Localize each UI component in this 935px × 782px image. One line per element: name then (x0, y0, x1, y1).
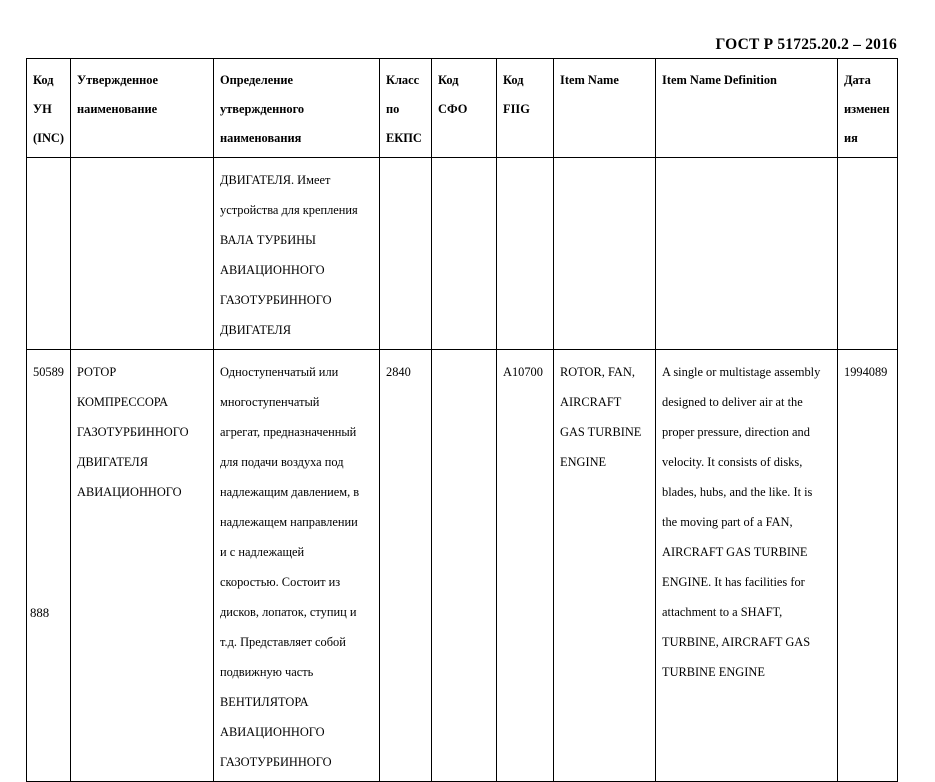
text-line: ROTOR, FAN, (560, 365, 635, 379)
cell-ekps-class (380, 158, 432, 350)
text-line: для подачи воздуха под (220, 455, 344, 469)
text-line: Одноступенчатый или (220, 365, 339, 379)
header-line: УН (33, 102, 52, 116)
text-line: скоростью. Состоит из (220, 575, 341, 589)
header-line: наименование (77, 102, 158, 116)
header-line: Item Name Definition (662, 73, 777, 87)
header-item-name-definition (656, 59, 838, 158)
cell-fiig-code (497, 158, 554, 350)
text-line: КОМПРЕССОРА (77, 395, 169, 409)
text-line: АВИАЦИОННОГО (77, 485, 182, 499)
header-line: изменен (844, 102, 890, 116)
text-line: ДВИГАТЕЛЯ. Имеет (220, 173, 331, 187)
cell-ekps-class: 2840 (380, 350, 432, 782)
cell-item-name-definition (656, 350, 838, 782)
text-line: the moving part of a FAN, (662, 515, 793, 529)
header-line: Определение (220, 73, 294, 87)
text-line: и с надлежащей (220, 545, 305, 559)
header-line: Утвержденное (77, 73, 158, 87)
cell-approved-name (71, 350, 214, 782)
text-line: TURBINE, AIRCRAFT GAS (662, 635, 811, 649)
text-line: designed to deliver air at the (662, 395, 803, 409)
header-line: Код (33, 73, 54, 87)
table-row (27, 350, 898, 782)
text-line: ДВИГАТЕЛЯ (77, 455, 148, 469)
cell-item-name (554, 158, 656, 350)
text-line: АВИАЦИОННОГО (220, 725, 325, 739)
cell-item-name-definition (656, 158, 838, 350)
header-line: Item Name (560, 73, 619, 87)
header-ekps-class (380, 59, 432, 158)
header-line: наименования (220, 131, 302, 145)
header-line: Код (503, 73, 524, 87)
cell-approved-name-definition (214, 350, 380, 782)
text-line: AIRCRAFT (560, 395, 622, 409)
gost-specification-table (26, 58, 898, 782)
text-line: агрегат, предназначенный (220, 425, 357, 439)
cell-fiig-code: A10700 (497, 350, 554, 782)
text-line: ENGINE. It has facilities for (662, 575, 805, 589)
cell-code-un-inc (27, 158, 71, 350)
header-approved-name (71, 59, 214, 158)
text-line: ВАЛА ТУРБИНЫ (220, 233, 316, 247)
text-line: AIRCRAFT GAS TURBINE (662, 545, 808, 559)
cell-sfo-code (432, 350, 497, 782)
header-line: Класс (386, 73, 420, 87)
cell-approved-name-definition (214, 158, 380, 350)
text-line: подвижную часть (220, 665, 314, 679)
text-line: proper pressure, direction and (662, 425, 810, 439)
text-line: т.д. Представляет собой (220, 635, 346, 649)
cell-sfo-code (432, 158, 497, 350)
text-line: АВИАЦИОННОГО (220, 263, 325, 277)
text-line: ENGINE (560, 455, 607, 469)
text-line: устройства для крепления (220, 203, 358, 217)
text-line: ДВИГАТЕЛЯ (220, 323, 291, 337)
cell-change-date (838, 158, 898, 350)
header-line: (INC) (33, 131, 64, 145)
text-line: blades, hubs, and the like. It is (662, 485, 813, 499)
page-number: 888 (30, 606, 50, 620)
standard-header: ГОСТ Р 51725.20.2 – 2016 (715, 36, 897, 53)
text-line: GAS TURBINE (560, 425, 642, 439)
text-line: velocity. It consists of disks, (662, 455, 803, 469)
text-line: дисков, лопаток, ступиц и (220, 605, 357, 619)
text-line: ГАЗОТУРБИННОГО (77, 425, 189, 439)
header-fiig-code (497, 59, 554, 158)
header-line: СФО (438, 102, 468, 116)
header-code-un-inc (27, 59, 71, 158)
text-line: ГАЗОТУРБИННОГО (220, 293, 332, 307)
header-line: Код (438, 73, 459, 87)
table-row (27, 158, 898, 350)
header-sfo-code (432, 59, 497, 158)
text-line: надлежащим давлением, в (220, 485, 360, 499)
header-approved-name-definition (214, 59, 380, 158)
text-line: надлежащем направлении (220, 515, 358, 529)
table-header-row (27, 59, 898, 158)
text-line: TURBINE ENGINE (662, 665, 765, 679)
cell-change-date: 1994089 (838, 350, 898, 782)
header-line: ия (844, 131, 858, 145)
text-line: attachment to a SHAFT, (662, 605, 783, 619)
header-line: утвержденного (220, 102, 305, 116)
header-change-date (838, 59, 898, 158)
header-line: Дата (844, 73, 871, 87)
text-line: многоступенчатый (220, 395, 320, 409)
text-line: A single or multistage assembly (662, 365, 821, 379)
text-line: ВЕНТИЛЯТОРА (220, 695, 309, 709)
text-line: ГАЗОТУРБИННОГО (220, 755, 332, 769)
cell-approved-name (71, 158, 214, 350)
header-line: по (386, 102, 400, 116)
header-line: ЕКПС (386, 131, 422, 145)
cell-code-un-inc: 50589 (27, 350, 71, 782)
header-line: FIIG (503, 102, 530, 116)
text-line: РОТОР (77, 365, 117, 379)
cell-item-name (554, 350, 656, 782)
header-item-name (554, 59, 656, 158)
